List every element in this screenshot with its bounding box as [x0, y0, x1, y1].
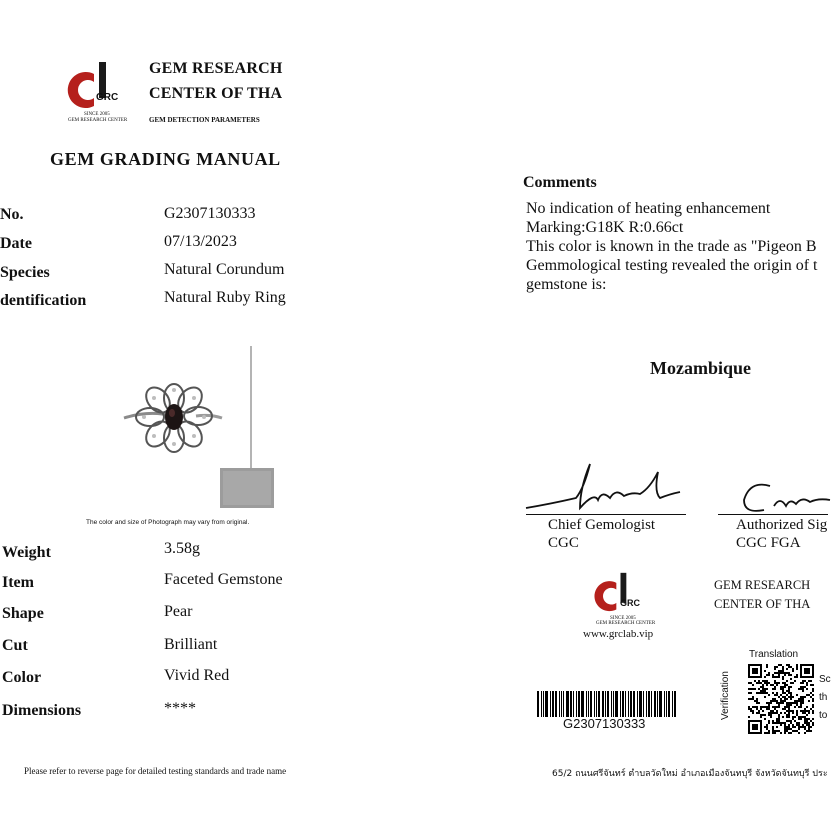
barcode-bar [651, 691, 652, 717]
barcode [537, 691, 677, 717]
comments-heading: Comments [523, 174, 597, 191]
barcode-bar [541, 691, 542, 717]
barcode-bar [607, 691, 609, 717]
signer-title: Authorized Sig [736, 517, 828, 533]
info-value: Natural Ruby Ring [164, 289, 286, 306]
barcode-bar [578, 691, 580, 717]
barcode-bar [563, 691, 564, 717]
barcode-bar [545, 691, 548, 717]
grc-logo-right [590, 570, 660, 624]
grc-logo-mark: GRC [96, 92, 119, 103]
barcode-bar [559, 691, 560, 717]
detail-value: Brilliant [164, 636, 218, 653]
detail-label: Weight [2, 544, 51, 561]
barcode-bar [576, 691, 577, 717]
detail-label: Color [2, 669, 42, 686]
signature-line [526, 514, 686, 515]
barcode-bar [602, 691, 605, 717]
barcode-bar [628, 691, 629, 717]
detail-value: **** [164, 700, 196, 717]
info-label: Species [0, 264, 50, 281]
detail-label: Cut [2, 637, 28, 654]
barcode-bar [543, 691, 544, 717]
signature-line [718, 514, 828, 515]
barcode-bar [537, 691, 539, 717]
org-name-line2: CENTER OF THA [714, 597, 811, 611]
translation-label: Translation [749, 649, 799, 660]
detail-value: Faceted Gemstone [164, 571, 283, 588]
info-label: No. [0, 206, 24, 223]
barcode-bar [643, 691, 644, 717]
barcode-bar [561, 691, 562, 717]
grc-center-text: GEM RESEARCH CENTER [596, 621, 656, 626]
barcode-bar [611, 691, 612, 717]
barcode-bar [581, 691, 584, 717]
signer-title: Chief Gemologist [548, 517, 656, 533]
barcode-bar [596, 691, 597, 717]
verification-qr-code[interactable] [748, 664, 814, 734]
info-label: dentification [0, 292, 87, 309]
address-footer: 65/2 ถนนศรีจันทร์ ตำบลวัดใหม่ อำเภอเมืองจันทบุรี จังหวัดจันทบุรี ประ [552, 769, 828, 779]
photo-caption: The color and size of Photograph may vary from original. [86, 519, 250, 526]
barcode-bar [674, 691, 676, 717]
info-value: Natural Corundum [164, 261, 285, 278]
barcode-bar [573, 691, 574, 717]
grc-since: SINCE 2005 [84, 112, 110, 117]
barcode-bar [586, 691, 587, 717]
detail-label: Dimensions [2, 702, 82, 719]
barcode-bar [625, 691, 626, 717]
comment-line: No indication of heating enhancement [526, 200, 771, 217]
barcode-bar [657, 691, 658, 717]
comment-line: gemstone is: [526, 276, 607, 293]
detail-value: 3.58g [164, 540, 200, 557]
barcode-bar [588, 691, 589, 717]
barcode-bar [605, 691, 606, 717]
comment-line: Gemmological testing revealed the origin of t [526, 257, 818, 274]
barcode-bar [615, 691, 618, 717]
signer-org: CGC [548, 535, 579, 551]
chief-gemologist-signature [520, 458, 690, 518]
detail-label: Item [2, 574, 34, 591]
detail-value: Pear [164, 603, 193, 620]
qr-side-text: th [819, 692, 828, 703]
org-subtitle: GEM DETECTION PARAMETERS [149, 116, 260, 124]
barcode-bar [654, 691, 656, 717]
barcode-bar [620, 691, 621, 717]
authorized-signature [730, 470, 830, 520]
grc-logo-mark: GRC [620, 598, 640, 608]
org-name-line1: GEM RESEARCH [714, 578, 811, 592]
detail-label: Shape [2, 605, 44, 622]
barcode-bar [550, 691, 551, 717]
barcode-bar [646, 691, 647, 717]
grc-center-text: GEM RESEARCH CENTER [68, 118, 128, 123]
barcode-bar [668, 691, 670, 717]
qr-side-text: Sc [819, 674, 831, 685]
detail-value: Vivid Red [164, 667, 230, 684]
barcode-bar [594, 691, 595, 717]
website: www.grclab.vip [583, 628, 654, 640]
barcode-bar [659, 691, 662, 717]
barcode-bar [622, 691, 624, 717]
barcode-bar [590, 691, 592, 717]
comment-line: Marking:G18K R:0.66ct [526, 219, 684, 236]
barcode-number: G2307130333 [563, 716, 646, 731]
barcode-bar [552, 691, 554, 717]
info-label: Date [0, 235, 32, 252]
barcode-bar [664, 691, 665, 717]
barcode-bar [570, 691, 572, 717]
info-value: 07/13/2023 [164, 233, 237, 250]
grc-since: SINCE 2005 [610, 616, 636, 621]
barcode-bar [566, 691, 569, 717]
signer-org: CGC FGA [736, 535, 801, 551]
barcode-bar [666, 691, 667, 717]
manual-title: GEM GRADING MANUAL [50, 149, 281, 169]
org-name-line2: CENTER OF THA [149, 85, 283, 102]
grc-logo-left [66, 60, 136, 126]
barcode-bar [633, 691, 635, 717]
barcode-bar [639, 691, 642, 717]
barcode-bar [613, 691, 614, 717]
barcode-bar [555, 691, 557, 717]
barcode-bar [630, 691, 632, 717]
verification-label: Verification [720, 671, 731, 720]
origin-country: Mozambique [650, 358, 751, 378]
comment-line: This color is known in the trade as "Pigeon B [526, 238, 817, 255]
barcode-bar [648, 691, 650, 717]
info-value: G2307130333 [164, 205, 256, 222]
left-footer-note: Please refer to reverse page for detailed testing standards and trade name [24, 766, 287, 776]
barcode-bar [598, 691, 600, 717]
qr-side-text: to [819, 710, 828, 721]
org-name-line1: GEM RESEARCH [149, 60, 283, 77]
barcode-bar [637, 691, 638, 717]
barcode-bar [672, 691, 673, 717]
gem-photograph [110, 340, 310, 512]
